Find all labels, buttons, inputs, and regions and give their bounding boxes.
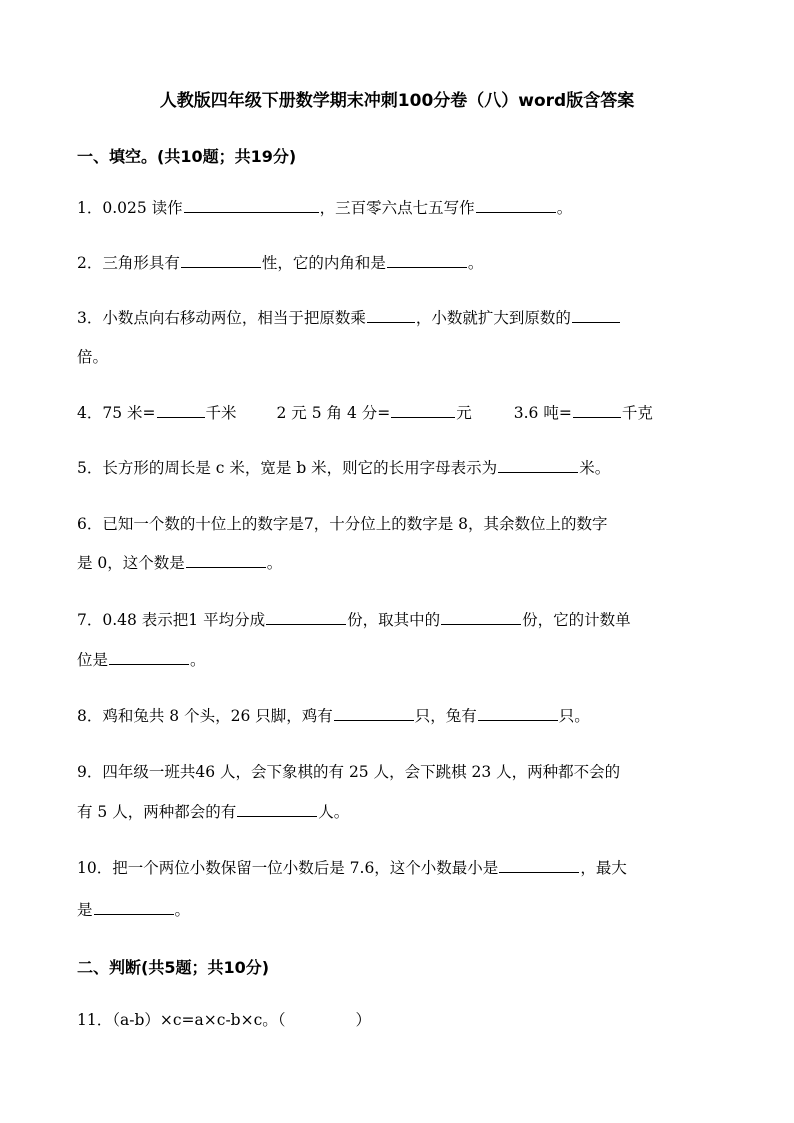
q1-text-a: 1．0.025 读作 [77,199,183,217]
answer-blank[interactable] [109,650,189,665]
section-heading-true-false: 二、判断(共5题；共10分) [77,958,270,977]
q4-text-c: 2 元 5 角 4 分= [276,404,391,422]
q7-text-a: 7．0.48 表示把1 平均分成 [77,611,266,629]
answer-blank[interactable] [237,802,317,817]
question-10 [77,858,722,878]
section-heading-fill-blanks: 一、填空。(共10题；共19分) [77,147,297,166]
q9-text-a: 9．四年级一班共46 人，会下象棋的有 25 人，会下跳棋 23 人，两种都不会的 [77,763,621,781]
q11-text-a: 11．（a-b）×c=a×c-b×c。（ [77,1011,286,1029]
q6-text-b: 是 0，这个数是 [77,554,185,572]
q2-text-b: 性，它的内角和是 [261,254,386,272]
q2-text-a: 2．三角形具有 [77,254,180,272]
answer-blank[interactable] [478,706,558,721]
answer-blank[interactable] [573,403,621,418]
question-6 [77,514,722,534]
q7-text-d: 位是 [77,651,109,669]
q3-text-c: 倍。 [77,348,109,366]
q9-text-b: 有 5 人，两种都会的有 [77,803,237,821]
q11-text-b: ） [355,1011,372,1029]
q4-text-a: 4．75 米= [77,404,156,422]
question-6-cont [77,553,722,573]
q4-text-d: 元 [456,404,472,422]
q8-text-b: 只，兔有 [414,707,477,725]
document-title: 人教版四年级下册数学期末冲刺100分卷（八）word版含答案 [159,91,635,111]
q9-text-c: 人。 [318,803,350,821]
answer-blank[interactable] [441,610,521,625]
answer-blank[interactable] [391,403,455,418]
question-5 [77,458,722,478]
q10-text-d: 。 [174,901,191,919]
answer-blank[interactable] [94,900,174,915]
q5-text-b: 米。 [579,459,611,477]
answer-blank[interactable] [572,308,620,323]
question-2 [77,253,722,273]
answer-blank[interactable] [387,253,467,268]
q7-text-e: 。 [190,651,206,669]
answer-blank[interactable] [266,610,346,625]
q4-text-e: 3.6 吨= [513,404,572,422]
q2-text-c: 。 [467,254,484,272]
q10-text-c: 是 [77,901,93,919]
q3-text-b: ，小数就扩大到原数的 [415,309,571,327]
answer-blank[interactable] [498,458,578,473]
q5-text-a: 5．长方形的周长是 c 米，宽是 b 米，则它的长用字母表示为 [77,459,498,477]
q8-text-c: 只。 [558,707,590,725]
q4-text-f: 千克 [621,404,653,422]
q1-text-b: ，三百零六点七五写作 [319,199,475,217]
question-10-cont [77,900,722,920]
answer-blank[interactable] [334,706,414,721]
answer-blank[interactable] [499,858,579,873]
q10-text-b: ，最大 [580,859,627,877]
question-9-cont [77,802,722,822]
question-8 [77,706,722,726]
question-7 [77,610,722,630]
question-9 [77,762,722,782]
answer-blank[interactable] [157,403,205,418]
q10-text-a: 10．把一个两位小数保留一位小数后是 7.6，这个小数最小是 [77,859,499,877]
answer-blank[interactable] [186,553,266,568]
question-11 [77,1010,722,1030]
question-7-cont [77,650,722,670]
q1-text-c: 。 [556,199,573,217]
answer-blank[interactable] [367,308,415,323]
q8-text-a: 8．鸡和兔共 8 个头，26 只脚，鸡有 [77,707,333,725]
question-3-cont [77,347,722,367]
q6-text-c: 。 [266,554,283,572]
q3-text-a: 3．小数点向右移动两位，相当于把原数乘 [77,309,366,327]
q4-text-b: 千米 [205,404,237,422]
question-4 [77,403,722,423]
q7-text-c: 份，它的计数单 [522,611,631,629]
question-1 [77,198,722,218]
q7-text-b: 份，取其中的 [347,611,441,629]
answer-blank[interactable] [476,198,556,213]
q6-text-a: 6．已知一个数的十位上的数字是7，十分位上的数字是 8，其余数位上的数字 [77,515,608,533]
question-3 [77,308,722,328]
answer-blank[interactable] [184,198,319,213]
answer-blank[interactable] [181,253,261,268]
